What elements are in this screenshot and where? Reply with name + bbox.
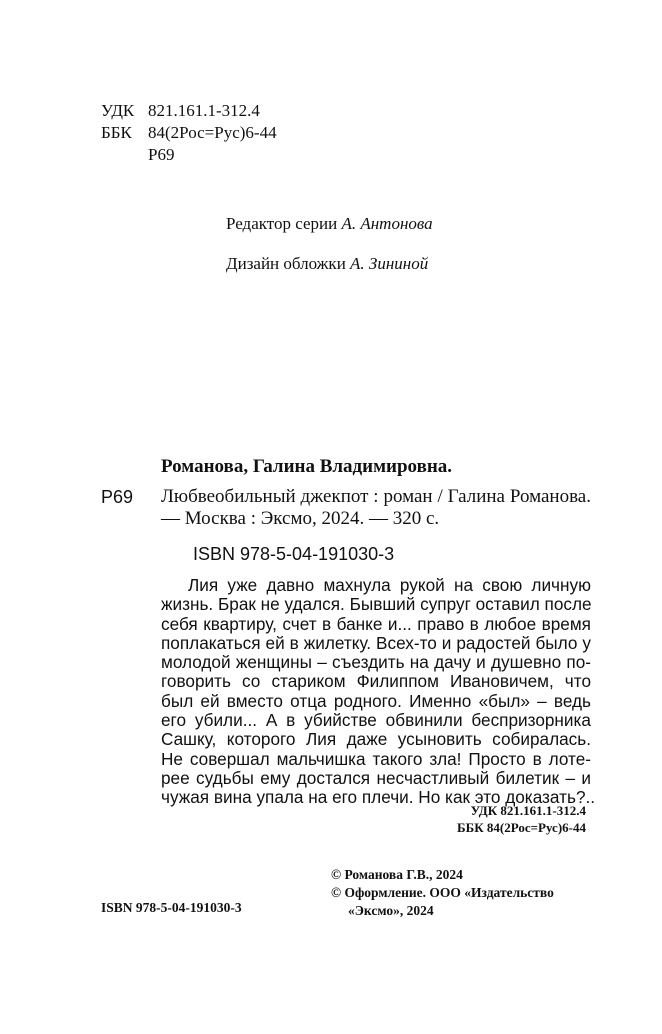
cover-design-role: Дизайн обложки — [226, 254, 351, 273]
annotation-line: себя квартиру, счет в банке и... право в любое время — [161, 613, 591, 634]
classification-block — [101, 100, 277, 166]
copyright-block — [331, 866, 554, 920]
author-mark-label — [101, 144, 148, 166]
bbk-row — [101, 122, 277, 144]
udk-label: УДК — [101, 101, 135, 120]
annotation-line: жизнь. Брак не удался. Бывший супруг оставил после — [161, 594, 592, 615]
annotation-line: молодой женщины – съездить на дачу и душевно по- — [161, 652, 591, 673]
annotation-line: говорить со стариком Филиппом Ивановичем, что — [161, 671, 591, 692]
annotation-line: Не совершал мальчишка такого зла! Просто в лоте- — [161, 748, 591, 769]
udk-row — [101, 100, 277, 122]
udk-code-small: УДК 821.161.1-312.4 — [470, 803, 586, 818]
series-editor-name: А. Антонова — [341, 214, 433, 233]
annotation-line: поплакаться ей в жилетку. Всех-то и радостей было у — [161, 632, 591, 653]
cover-design-credit — [226, 254, 428, 274]
isbn-footer: ISBN 978-5-04-191030-3 — [101, 900, 242, 915]
copyright-author: © Романова Г.В., 2024 — [331, 867, 463, 882]
annotation-line: рее судьбы ему достался несчастливый билетик – и — [161, 767, 591, 788]
annotation-line: чужая вина упала на его плечи. Но как это доказать?.. — [161, 787, 596, 808]
annotation-line: Лия уже давно махнула рукой на свою личную — [188, 575, 591, 595]
series-editor-credit — [226, 214, 433, 234]
annotation-line: был ей вместо отца родного. Именно «был» – ведь — [161, 690, 591, 711]
bbk-code-small: ББК 84(2Рос=Рус)6-44 — [457, 820, 586, 835]
copyright-design-line2: «Эксмо», 2024 — [348, 903, 434, 918]
isbn-record: ISBN 978-5-04-191030-3 — [193, 544, 395, 564]
bbk-value: 84(2Рос=Рус)6-44 — [148, 123, 277, 142]
bbk-label: ББК — [101, 123, 132, 142]
annotation — [161, 575, 596, 808]
author-mark-value: Р69 — [148, 145, 175, 164]
annotation-line: его убили... А в убийстве обвинили беспризорника — [161, 710, 591, 731]
copyright-design-line1: © Оформление. ООО «Издательство — [331, 885, 554, 900]
cover-design-name: А. Зининой — [350, 254, 429, 273]
bibliographic-description: Любвеобильный джекпот : роман / Галина Романова. — Москва : Эксмо, 2024. — 320 с. — [161, 486, 591, 529]
annotation-line: Сашку, которого Лия даже усыновить собиралась. — [161, 729, 591, 750]
author-code: Р69 — [101, 487, 134, 507]
series-editor-role: Редактор серии — [226, 214, 342, 233]
author-heading: Романова, Галина Владимировна. — [161, 456, 453, 477]
author-mark-row — [101, 144, 277, 166]
udk-value: 821.161.1-312.4 — [148, 101, 260, 120]
